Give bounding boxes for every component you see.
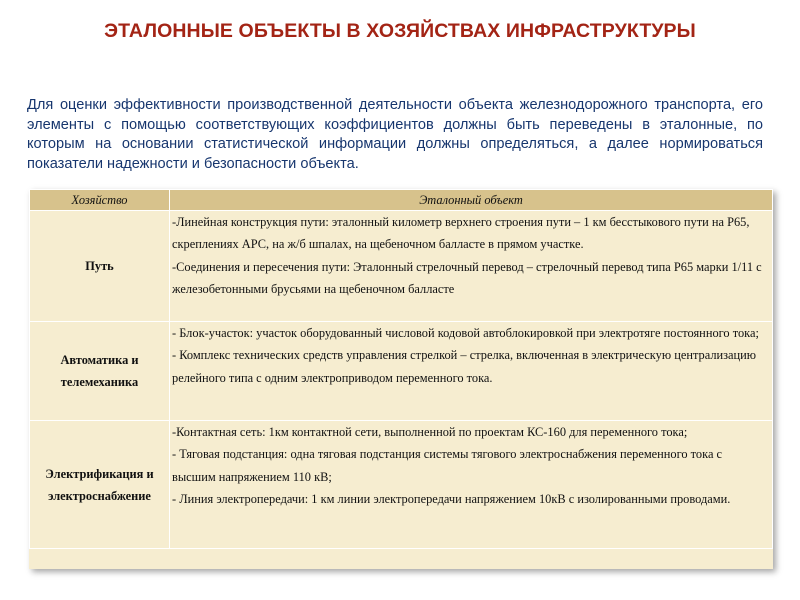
header-sector: Хозяйство <box>30 190 170 211</box>
list-item: - Тяговая подстанция: одна тяговая подстанция системы тягового электроснабжения переменного тока с высшим напряжением 110 кВ; <box>172 447 723 484</box>
list-item: - Комплекс технических средств управления стрелкой – стрелка, включенная в электрическую централизацию релейного типа с одним электроприводом переменного тока. <box>172 348 757 385</box>
slide-title: ЭТАЛОННЫЕ ОБЪЕКТЫ В ХОЗЯЙСТВАХ ИНФРАСТРУКТУРЫ <box>104 20 696 42</box>
table-row <box>30 322 773 421</box>
table-row <box>30 421 773 549</box>
list-item: -Линейная конструкция пути: эталонный километр верхнего строения пути – 1 км бесстыкового пути на Р65, скреплениях АРС, на ж/б шпалах, на щебеночном балласте в прямом участке. <box>172 215 750 252</box>
sector-cell: Электрификация и электроснабжение <box>30 421 170 549</box>
objects-cell <box>170 211 773 322</box>
objects-cell <box>170 421 773 549</box>
header-reference-object: Эталонный объект <box>170 190 773 211</box>
objects-cell <box>170 322 773 421</box>
list-item: -Контактная сеть: 1км контактной сети, выполненной по проектам КС-160 для переменного тока; <box>172 425 688 439</box>
sector-cell: Автоматика и телемеханика <box>30 322 170 421</box>
table-row <box>30 211 773 322</box>
list-item: -Соединения и пересечения пути: Эталонный стрелочный перевод – стрелочный перевод типа Р65 марки 1/11 с железобетонными брусьями на щебеночном балласте <box>172 259 762 296</box>
sector-cell: Путь <box>30 211 170 322</box>
reference-objects-table <box>29 189 773 569</box>
intro-paragraph: Для оценки эффективности производственной деятельности объекта железнодорожного транспорта, его элементы с помощью соответствующих коэффициентов должны быть переведены в эталонные, по которым на основании статистической информации должны определяться, а далее нормироваться показатели надежности и безопасности объекта. <box>27 97 763 172</box>
list-item: - Линия электропередачи: 1 км линии электропередачи напряжением 10кВ с изолированными проводами. <box>172 491 731 506</box>
list-item: - Блок-участок: участок оборудованный числовой кодовой автоблокировкой при электротяге постоянного тока; <box>172 326 759 340</box>
table-header-row <box>30 190 773 211</box>
